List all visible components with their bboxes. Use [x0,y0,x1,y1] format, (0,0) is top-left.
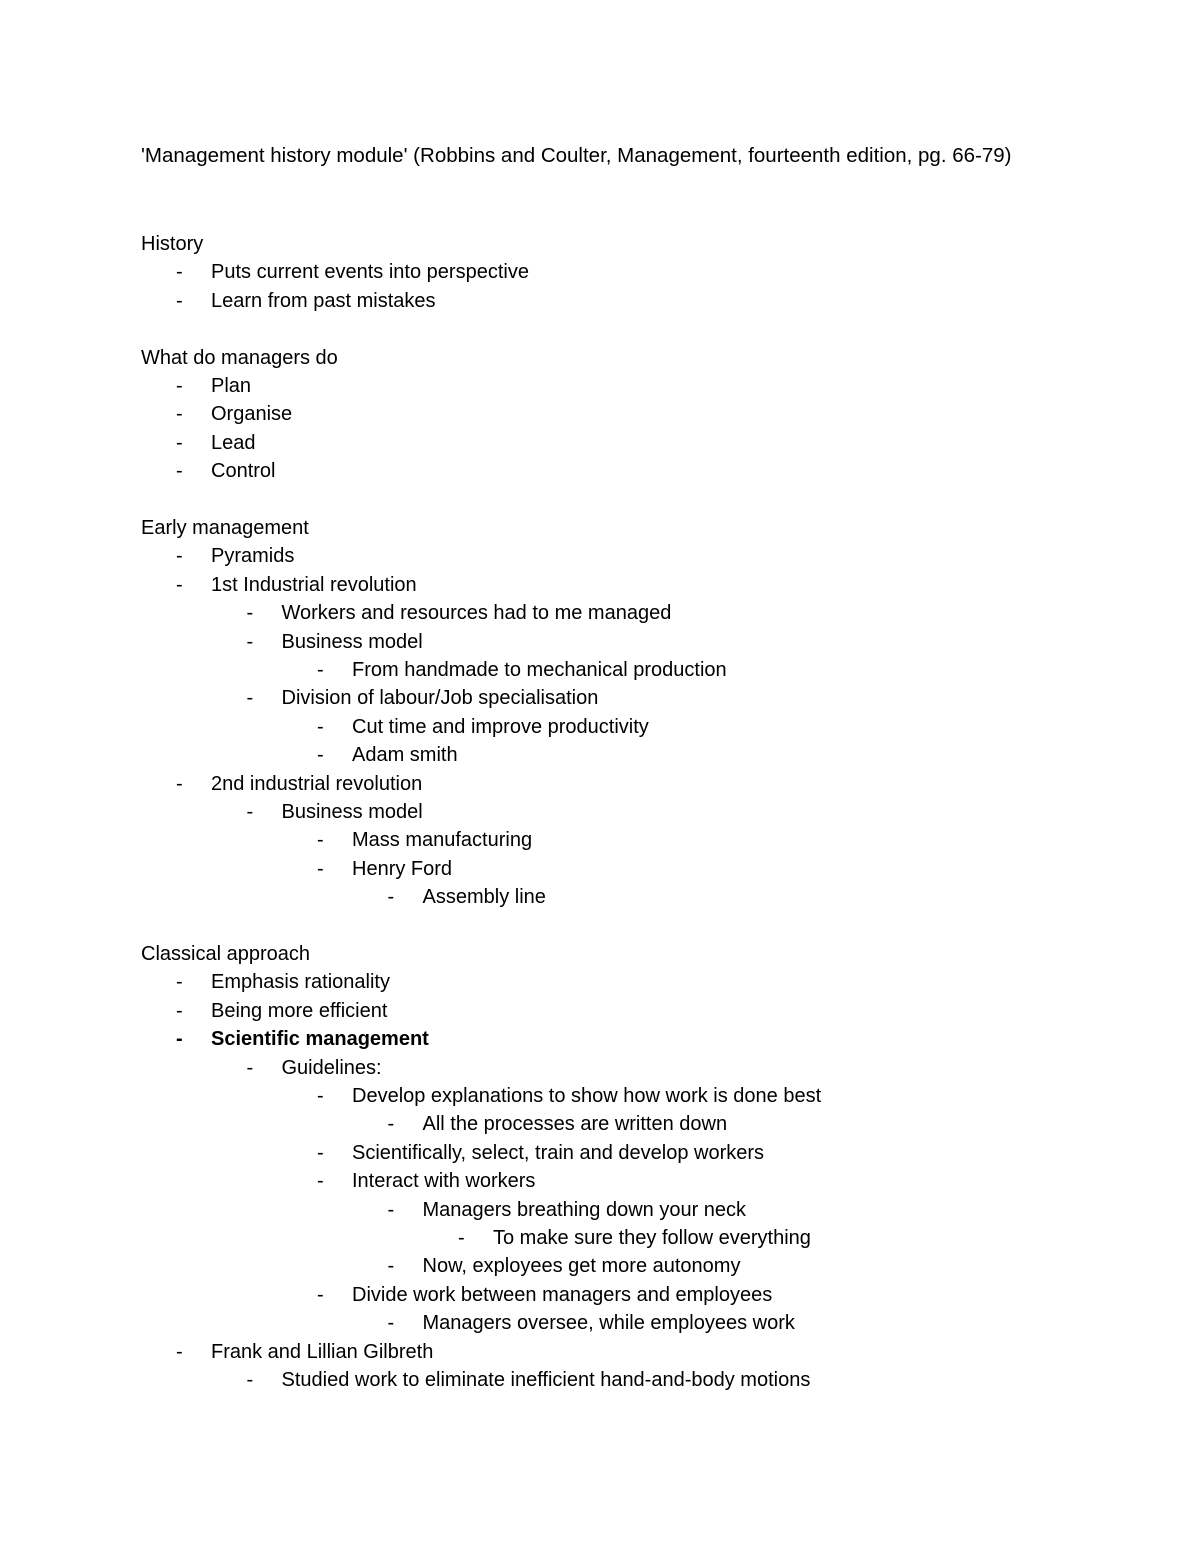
bullet-dash: - [176,460,183,483]
bullet-dash: - [317,857,324,880]
bullet-dash: - [317,744,324,767]
bullet-text: Puts current events into perspective [211,261,529,284]
bullet-text: Emphasis rationality [211,971,390,994]
bullet-text: Now, exployees get more autonomy [422,1255,741,1278]
section-heading [141,514,309,542]
section-heading-text: Early management [141,517,309,539]
bullet-dash: - [387,1113,395,1136]
document-title: 'Management history module' (Robbins and Coulter, Management, fourteenth edition, pg. 66-79) [141,144,1012,167]
bullet-dash: - [176,772,183,795]
bullet-text: Business model [281,630,423,653]
bullet-dash: - [176,375,183,397]
bullet-text: Interact with workers [352,1170,536,1193]
bullet-dash: - [246,687,254,710]
bullet-text: Organise [211,403,293,426]
bullet-dash: - [387,886,395,909]
bullet-text: Business model [281,801,423,823]
bullet-text: Scientifically, select, train and develop workers [352,1141,765,1164]
bullet-text: Adam smith [352,744,458,767]
bullet-dash: - [176,1028,183,1051]
bullet-text: Being more efficient [211,999,388,1022]
bullet-dash: - [317,1085,324,1107]
bullet-text: Cut time and improve productivity [352,715,649,738]
bullet-dash: - [317,1170,324,1193]
bullet-dash: - [317,1283,324,1306]
bullet-dash: - [317,715,324,738]
bullet-dash: - [387,1198,395,1221]
bullet-dash: - [176,1340,183,1363]
bullet-text: Control [211,460,276,483]
section-heading-text: Classical approach [141,943,310,965]
section-heading [141,344,338,372]
bullet-dash: - [458,1227,465,1249]
bullet-text: Guidelines: [281,1056,382,1079]
bullet-text: Lead [211,431,256,454]
bullet-dash: - [246,1369,254,1391]
bullet-text: Division of labour/Job specialisation [281,687,599,710]
bullet-text: From handmade to mechanical production [352,659,727,681]
bullet-dash: - [176,431,183,454]
bullet-text: Plan [211,375,252,397]
bullet-text: Workers and resources had to me managed [281,602,672,625]
section-heading-text: What do managers do [141,346,338,369]
bullet-text: Develop explanations to show how work is done best [352,1085,822,1107]
bullet-text: Assembly line [422,886,546,909]
bullet-text: Divide work between managers and employees [352,1283,773,1306]
bullet-dash: - [176,289,183,312]
bullet-text: All the processes are written down [422,1113,728,1136]
bullet-text: Managers breathing down your neck [422,1198,747,1221]
bullet-text: 1st Industrial revolution [211,573,417,596]
bullet-dash: - [176,261,183,284]
bullet-text: Studied work to eliminate inefficient hand-and-body motions [281,1369,811,1391]
bullet-text: Learn from past mistakes [211,289,436,312]
bullet-text: To make sure they follow everything [493,1227,811,1249]
bullet-dash: - [317,1141,324,1164]
bullet-text: Mass manufacturing [352,829,533,852]
bullet-text: Scientific management [211,1028,429,1051]
bullet-dash: - [246,801,254,823]
bullet-text: Pyramids [211,545,295,568]
bullet-text: Frank and Lillian Gilbreth [211,1340,434,1363]
bullet-dash: - [317,659,324,681]
bullet-dash: - [176,573,183,596]
section-heading [141,230,203,258]
bullet-text: Managers oversee, while employees work [422,1312,795,1335]
bullet-dash: - [246,630,254,653]
bullet-dash: - [176,545,183,568]
section-heading-text: History [141,233,204,255]
bullet-dash: - [246,1056,254,1079]
bullet-dash: - [317,829,324,852]
bullet-dash: - [176,403,183,426]
bullet-dash: - [176,999,183,1022]
bullet-dash: - [387,1312,395,1335]
bullet-text: Henry Ford [352,857,453,880]
bullet-dash: - [387,1255,395,1278]
bullet-text: 2nd industrial revolution [211,772,423,795]
bullet-dash: - [176,971,183,994]
section-heading [141,940,310,968]
bullet-dash: - [246,602,254,625]
